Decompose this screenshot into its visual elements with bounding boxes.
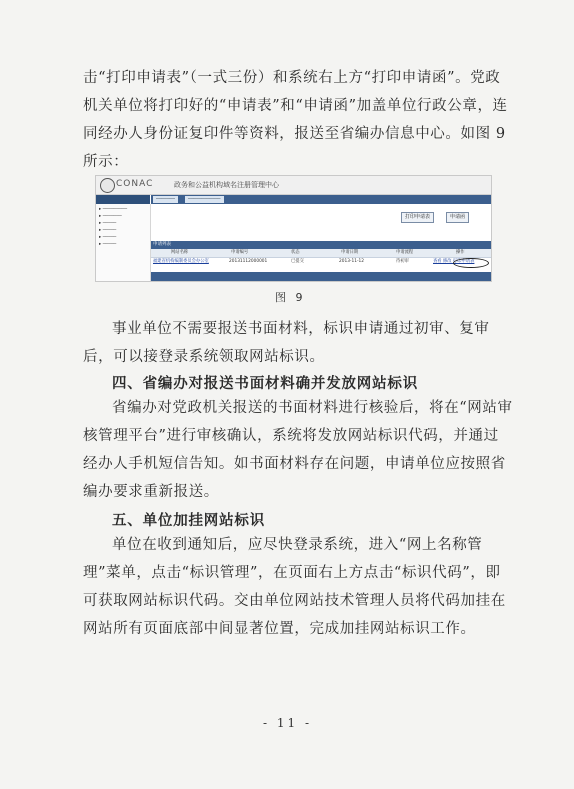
figure-sidebar-item[interactable]: ▸ ───────── [99,207,128,212]
column-header: 状态 [291,250,300,255]
column-header: 申请流程 [396,250,414,255]
row-actions[interactable]: 查看 修改 打印申请表 [433,259,475,264]
figure-sidebar-header [96,195,150,204]
paragraph-1: 击“打印申请表”（一式三份）和系统右上方“打印申请函”。党政机关单位将打印好的“申请表”和“申请函”加盖单位行政公章，连同经办人身份证复印件等资料，报送至省编办信息中心。如图 9 所示： [83,70,508,170]
row-date: 2013-11-12 [339,259,364,264]
print-letter-button[interactable]: 申请函 [446,212,469,223]
figure-sidebar-item[interactable]: ▸ ───── [99,242,117,247]
figure-sidebar-item[interactable]: ▸ ─────── [99,214,122,219]
conac-logo-icon [100,178,115,193]
section-heading-4: 四、省编办对报送书面材料确并发放网站标识 [112,376,418,392]
figure-tab-bar [151,195,491,204]
row-apply-number: 20131112000001 [229,259,268,264]
figure-footer-bar [151,272,491,281]
figure-title: 政务和公益机构域名注册管理中心 [174,181,279,189]
column-header: 网站名称 [171,250,189,255]
paragraph-3: 省编办对党政机关报送的书面材料进行核验后，将在“网站审核管理平台”进行审核确认，系统将发放网站标识代码，并通过经办人手机短信告知。如书面材料存在问题，申请单位应按照省编办要求重新报送。 [83,400,513,500]
row-process: 待初审 [396,259,409,264]
paragraph-2: 事业单位不需要报送书面材料，标识申请通过初审、复审后，可以接登录系统领取网站标识。 [83,321,490,365]
paragraph-4: 单位在收到通知后，应尽快登录系统，进入“网上名称管理”菜单，点击“标识管理”，在页面右上方点击“标识代码”，即可获取网站标识代码。交由单位网站技术管理人员将代码加挂在网站所有页面底部中间显著位置，完成加挂网站标识工作。 [83,537,506,637]
section-heading-5: 五、单位加挂网站标识 [112,513,265,529]
figure-sidebar-item[interactable]: ▸ ───── [99,228,117,233]
column-header: 申请编号 [231,250,249,255]
page-number: - 11 - [263,716,313,730]
table-row [151,258,491,267]
figure-table-header [151,249,491,258]
figure-list-title: 申请列表 [151,241,492,249]
highlight-circle [453,258,489,268]
figure-sidebar-item[interactable]: ▸ ───── [99,221,117,226]
row-site-name[interactable]: 福建省机构编制委员会办公室 [153,259,209,264]
figure-tab[interactable]: ─────── [153,196,178,203]
row-status: 已提交 [291,259,304,264]
column-header: 操作 [456,250,465,255]
figure-header [96,176,491,195]
figure-caption: 图 9 [275,291,306,304]
print-form-button[interactable]: 打印申请表 [401,212,434,223]
figure-sidebar-item[interactable]: ▸ ───── [99,235,117,240]
figure-sidebar [96,204,151,281]
figure-tab[interactable]: ──────────── [185,196,224,203]
figure-logo-text: CONAC [116,179,154,189]
figure-9-screenshot [95,175,492,282]
column-header: 申请日期 [341,250,359,255]
